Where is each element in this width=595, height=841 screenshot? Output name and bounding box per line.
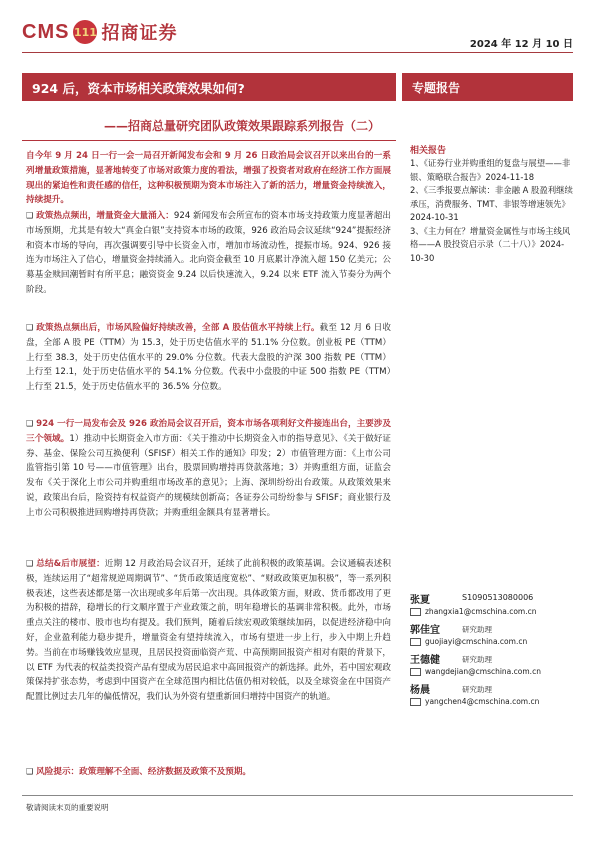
- square-bullet-icon: ❑: [26, 559, 34, 568]
- related-report-item[interactable]: 1、《证券行业并购重组的复盘与展望——非银、策略联合报告》2024-11-18: [410, 158, 571, 182]
- related-report-item[interactable]: 3、《主力何在？增量资金属性与市场主线风格——A 股投资启示录（二十八）》2024-10-30: [410, 225, 571, 263]
- analyst-role: 研究助理: [462, 625, 492, 634]
- analyst-name: 张夏: [410, 595, 430, 606]
- analyst-license-code: S1090513080006: [462, 593, 534, 602]
- envelope-icon: [410, 638, 421, 646]
- analyst-name: 王德健: [410, 655, 440, 666]
- report-type-tag: 专题报告: [412, 81, 461, 95]
- footer-divider: [22, 795, 573, 796]
- footer-disclaimer: 敬请阅读末页的重要说明: [26, 803, 109, 812]
- section-outlook: [26, 557, 391, 705]
- section-outlook-lead: 总结&后市展望：: [36, 559, 105, 569]
- header-divider: [22, 52, 573, 53]
- company-logo: [22, 18, 177, 46]
- report-title: 924 后，资本市场相关政策效果如何?: [32, 81, 245, 96]
- related-reports-list: [410, 157, 575, 265]
- section-inflow-text: 924 新闻发布会所宣布的资本市场支持政策力度显著超出市场预期，尤其是有较大“真金白银”支持资本市场的政策，926 政治局会议延续“924”提振经济和资本市场的导向，再次强调要引导中长资金入市，增加市场流动性，提振市场。924、926 接连为市场注入了信心，增量资金持续涌入。北向资金截至 10 月底累计净流入超 150 亿美元；公募基金赎回潮暂时有所平息；融资资金 9.24 以后快速流入，9.24 以来 ETF 流入节奏分为两个阶段。: [26, 211, 391, 295]
- related-report-item[interactable]: 2、《三季报要点解读：非金融 A 股盈利继续承压，消费服务、TMT、非银等增速领先》2024-10-31: [410, 185, 573, 222]
- section-inflow-lead: 政策热点频出，增量资金大量涌入：: [36, 211, 174, 221]
- section-risk: [26, 765, 391, 780]
- analyst-role: 研究助理: [462, 655, 492, 664]
- analyst-role: 研究助理: [462, 685, 492, 694]
- section-policies-lead: 924 一行一局发布会及 926 政治局会议召开后，资本市场各项利好文件接连出台，主要涉及三个领域。: [26, 419, 391, 444]
- square-bullet-icon: ❑: [26, 767, 34, 776]
- analyst-email[interactable]: guojiayi@cmschina.com.cn: [410, 637, 527, 646]
- intro-paragraph: [26, 149, 391, 208]
- related-reports-heading: 相关报告: [410, 146, 447, 156]
- logo-badge: 111: [73, 20, 97, 44]
- section-policies: [26, 417, 391, 521]
- section-valuation-lead: 政策热点频出后，市场风险偏好持续改善，全部 A 股估值水平持续上行。: [36, 323, 320, 333]
- square-bullet-icon: ❑: [26, 323, 34, 332]
- analyst-name: 郭佳宜: [410, 625, 440, 636]
- risk-warning: 风险提示：政策理解不全面、经济数据及政策不及预期。: [36, 767, 252, 777]
- envelope-icon: [410, 698, 421, 706]
- square-bullet-icon: ❑: [26, 419, 34, 428]
- analyst-email[interactable]: wangdejian@cmschina.com.cn: [410, 667, 541, 676]
- report-subtitle: ——招商总量研究团队政策效果跟踪系列报告（二）: [103, 119, 380, 133]
- analyst-email[interactable]: yangchen4@cmschina.com.cn: [410, 697, 539, 706]
- logo-chinese-name: 招商证券: [101, 23, 178, 44]
- analyst-email[interactable]: zhangxia1@cmschina.com.cn: [410, 607, 537, 616]
- section-valuation-text: 截至 12 月 6 日收盘，全部 A 股 PE（TTM）为 15.3，处于历史估值水平的 51.1% 分位数。创业板 PE（TTM）上行至 38.3，处于历史估值水平的 29.0% 分位数。代表大盘股的沪深 300 指数 PE（TTM）上行至 12.1，处于历史估值水平的 54.1% 分位数。代表中小盘股的中证 500 指数 PE（TTM）上行至 21.5，处于历史估值水平的 36.5% 分位数。: [26, 323, 391, 393]
- analyst-name: 杨晨: [410, 685, 430, 696]
- report-date: 2024 年 12 月 10 日: [469, 39, 573, 50]
- section-policies-text: 1）推动中长期资金入市方面：《关于推动中长期资金入市的指导意见》、《关于做好证券、基金、保险公司互换便利（SFISF）相关工作的通知》印发；2）市值管理方面：《上市公司监管指引第 10 号——市值管理》出台，股票回购增持再贷款落地；3）并购重组方面，证监会发布《关于深化上市公司并购重组市场改革的意见》；上海、深圳纷纷出台政策。从政策效果来说，政策出台后，险资持有权益资产的规模续创新高；各证券公司纷纷参与 SFISF；商业银行及上市公司积极推进回购增持再贷款；并购重组金额具有显著增长。: [26, 433, 391, 518]
- square-bullet-icon: ❑: [26, 211, 34, 220]
- envelope-icon: [410, 668, 421, 676]
- section-inflow: [26, 209, 391, 298]
- subtitle-divider: [22, 140, 396, 141]
- section-outlook-text: 近期 12 月政治局会议召开，延续了此前积极的政策基调。会议通稿表述积极，连续运用了“超常规逆周期调节”、“货币政策适度宽松”、“财政政策更加积极”，等一系列积极表述，这些表述都是第一次出现或多年后第一次出现。具体政策方面，财政、货币都改用了更为积极的措辞，稳增长的行文顺序置于产业政策之前，明年稳增长的基调非常积极。此外，市场重点关注的楼市、股市也均有提及。我们预判，随着后续宏观政策继续加码，以促进经济稳中向好，企业盈利能力稳步提升，增量资金有望持续流入，市场有望进一步上行，步入中期上升趋势。当前在市场赚钱效应显现，且居民投资面临资产荒、中高预期回报资产相对有限的背景下，以 ETF 为代表的权益类投资产品有望成为居民追求中高回报资产的新选择。此外，若中国宏观政策保持扩张态势，考虑到中国资产在全球范围内相比估值仍相对较低，以及全球资金在中国资产配置比例过去几年的偏低情况，我们认为外资有望重新回归增持中国资产的轨道。: [26, 559, 391, 703]
- intro-text: 自今年 9 月 24 日一行一会一局召开新闻发布会和 9 月 26 日政治局会议召开以来出台的一系列增量政策措施，显著地转变了市场对政策力度的看法，增强了投资者对政府在经济工作方面展现出的紧迫性和责任感的信任，这种积极预期为资本市场注入了新的活力，增量资金持续流入，持续提升。: [26, 151, 391, 206]
- envelope-icon: [410, 608, 421, 616]
- logo-latin: CMS: [22, 20, 70, 43]
- section-valuation: [26, 321, 391, 395]
